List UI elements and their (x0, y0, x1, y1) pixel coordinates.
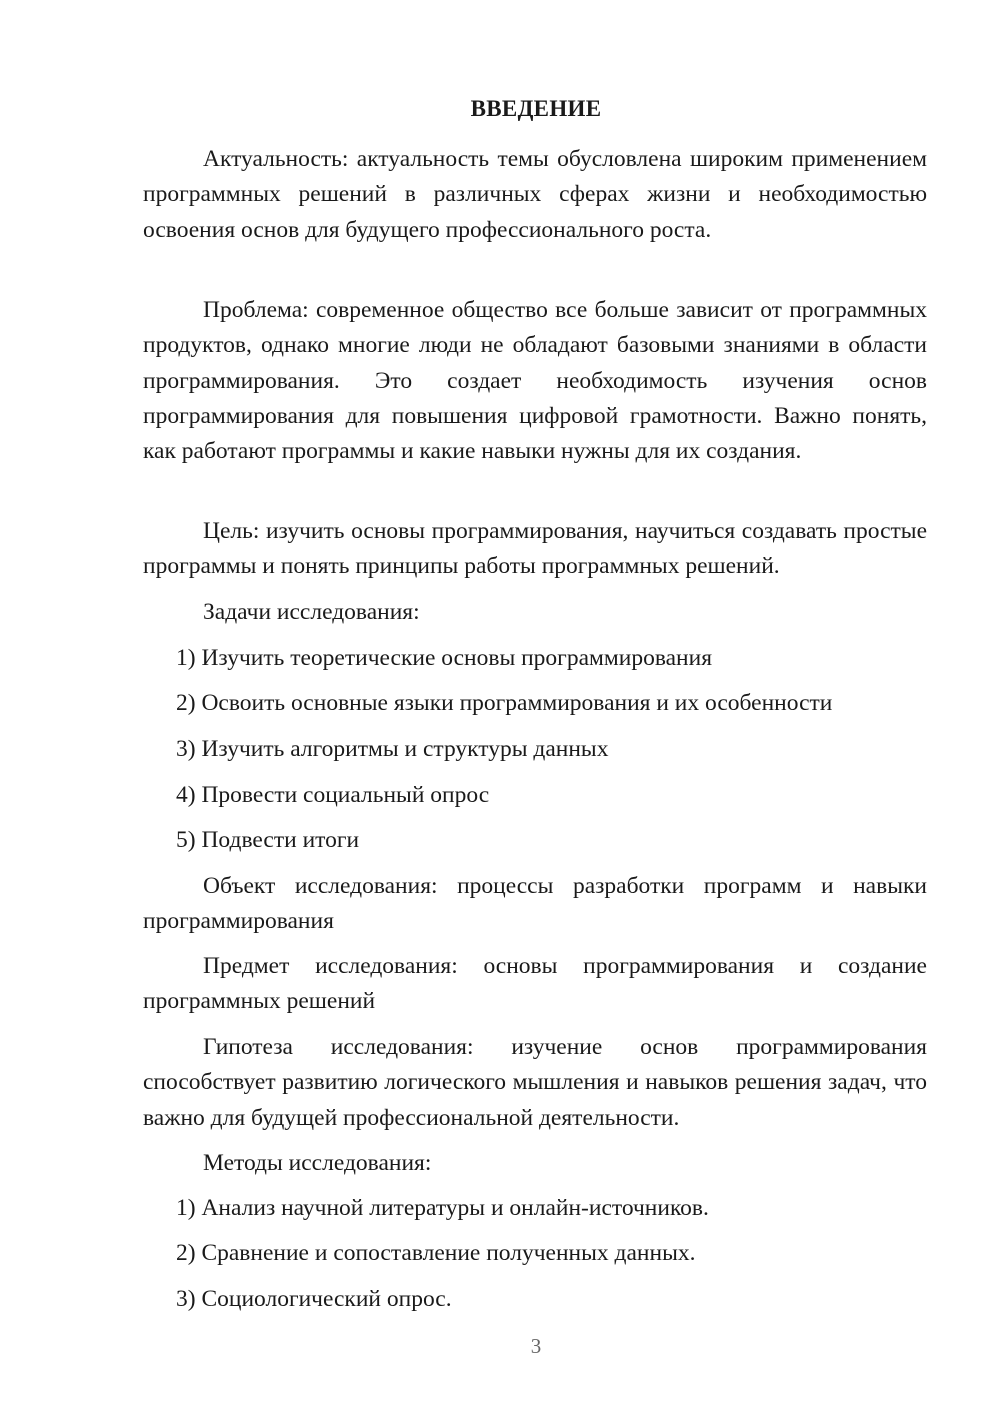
method-item: 1) Анализ научной литературы и онлайн-источников. (176, 1195, 709, 1221)
tasks-title: Задачи исследования: (203, 599, 420, 625)
hypothesis-paragraph: Гипотеза исследования: изучение основ программирования способствует развитию логического мышления и навыков решения задач, что важно для будущей профессиональной деятельности. (143, 1034, 927, 1131)
relevance-paragraph: Актуальность: актуальность темы обусловлена широким применением программных решений в различных сферах жизни и необходимостью освоения основ для будущего профессионального роста. (143, 146, 927, 243)
problem-paragraph: Проблема: современное общество все больше зависит от программных продуктов, однако многие люди не обладают базовыми знаниями в области программирования. Это создает необходимость изучения основ программирования для повышения цифровой грамотности. Важно понять, как работают программы и какие навыки нужны для их создания. (143, 297, 927, 465)
goal-paragraph: Цель: изучить основы программирования, научиться создавать простые программы и понять принципы работы программных решений. (143, 518, 927, 580)
task-item: 1) Изучить теоретические основы программирования (176, 645, 713, 671)
section-heading: ВВЕДЕНИЕ (470, 96, 602, 121)
page-number: 3 (530, 1334, 542, 1358)
subject-paragraph: Предмет исследования: основы программирования и создание программных решений (143, 953, 927, 1015)
method-item: 2) Сравнение и сопоставление полученных данных. (176, 1240, 696, 1266)
methods-title: Методы исследования: (203, 1150, 432, 1176)
task-item: 4) Провести социальный опрос (176, 782, 490, 808)
task-item: 5) Подвести итоги (176, 827, 360, 853)
task-item: 2) Освоить основные языки программирования и их особенности (176, 690, 833, 716)
task-item: 3) Изучить алгоритмы и структуры данных (176, 736, 609, 762)
method-item: 3) Социологический опрос. (176, 1286, 452, 1312)
object-paragraph: Объект исследования: процессы разработки программ и навыки программирования (143, 873, 927, 935)
